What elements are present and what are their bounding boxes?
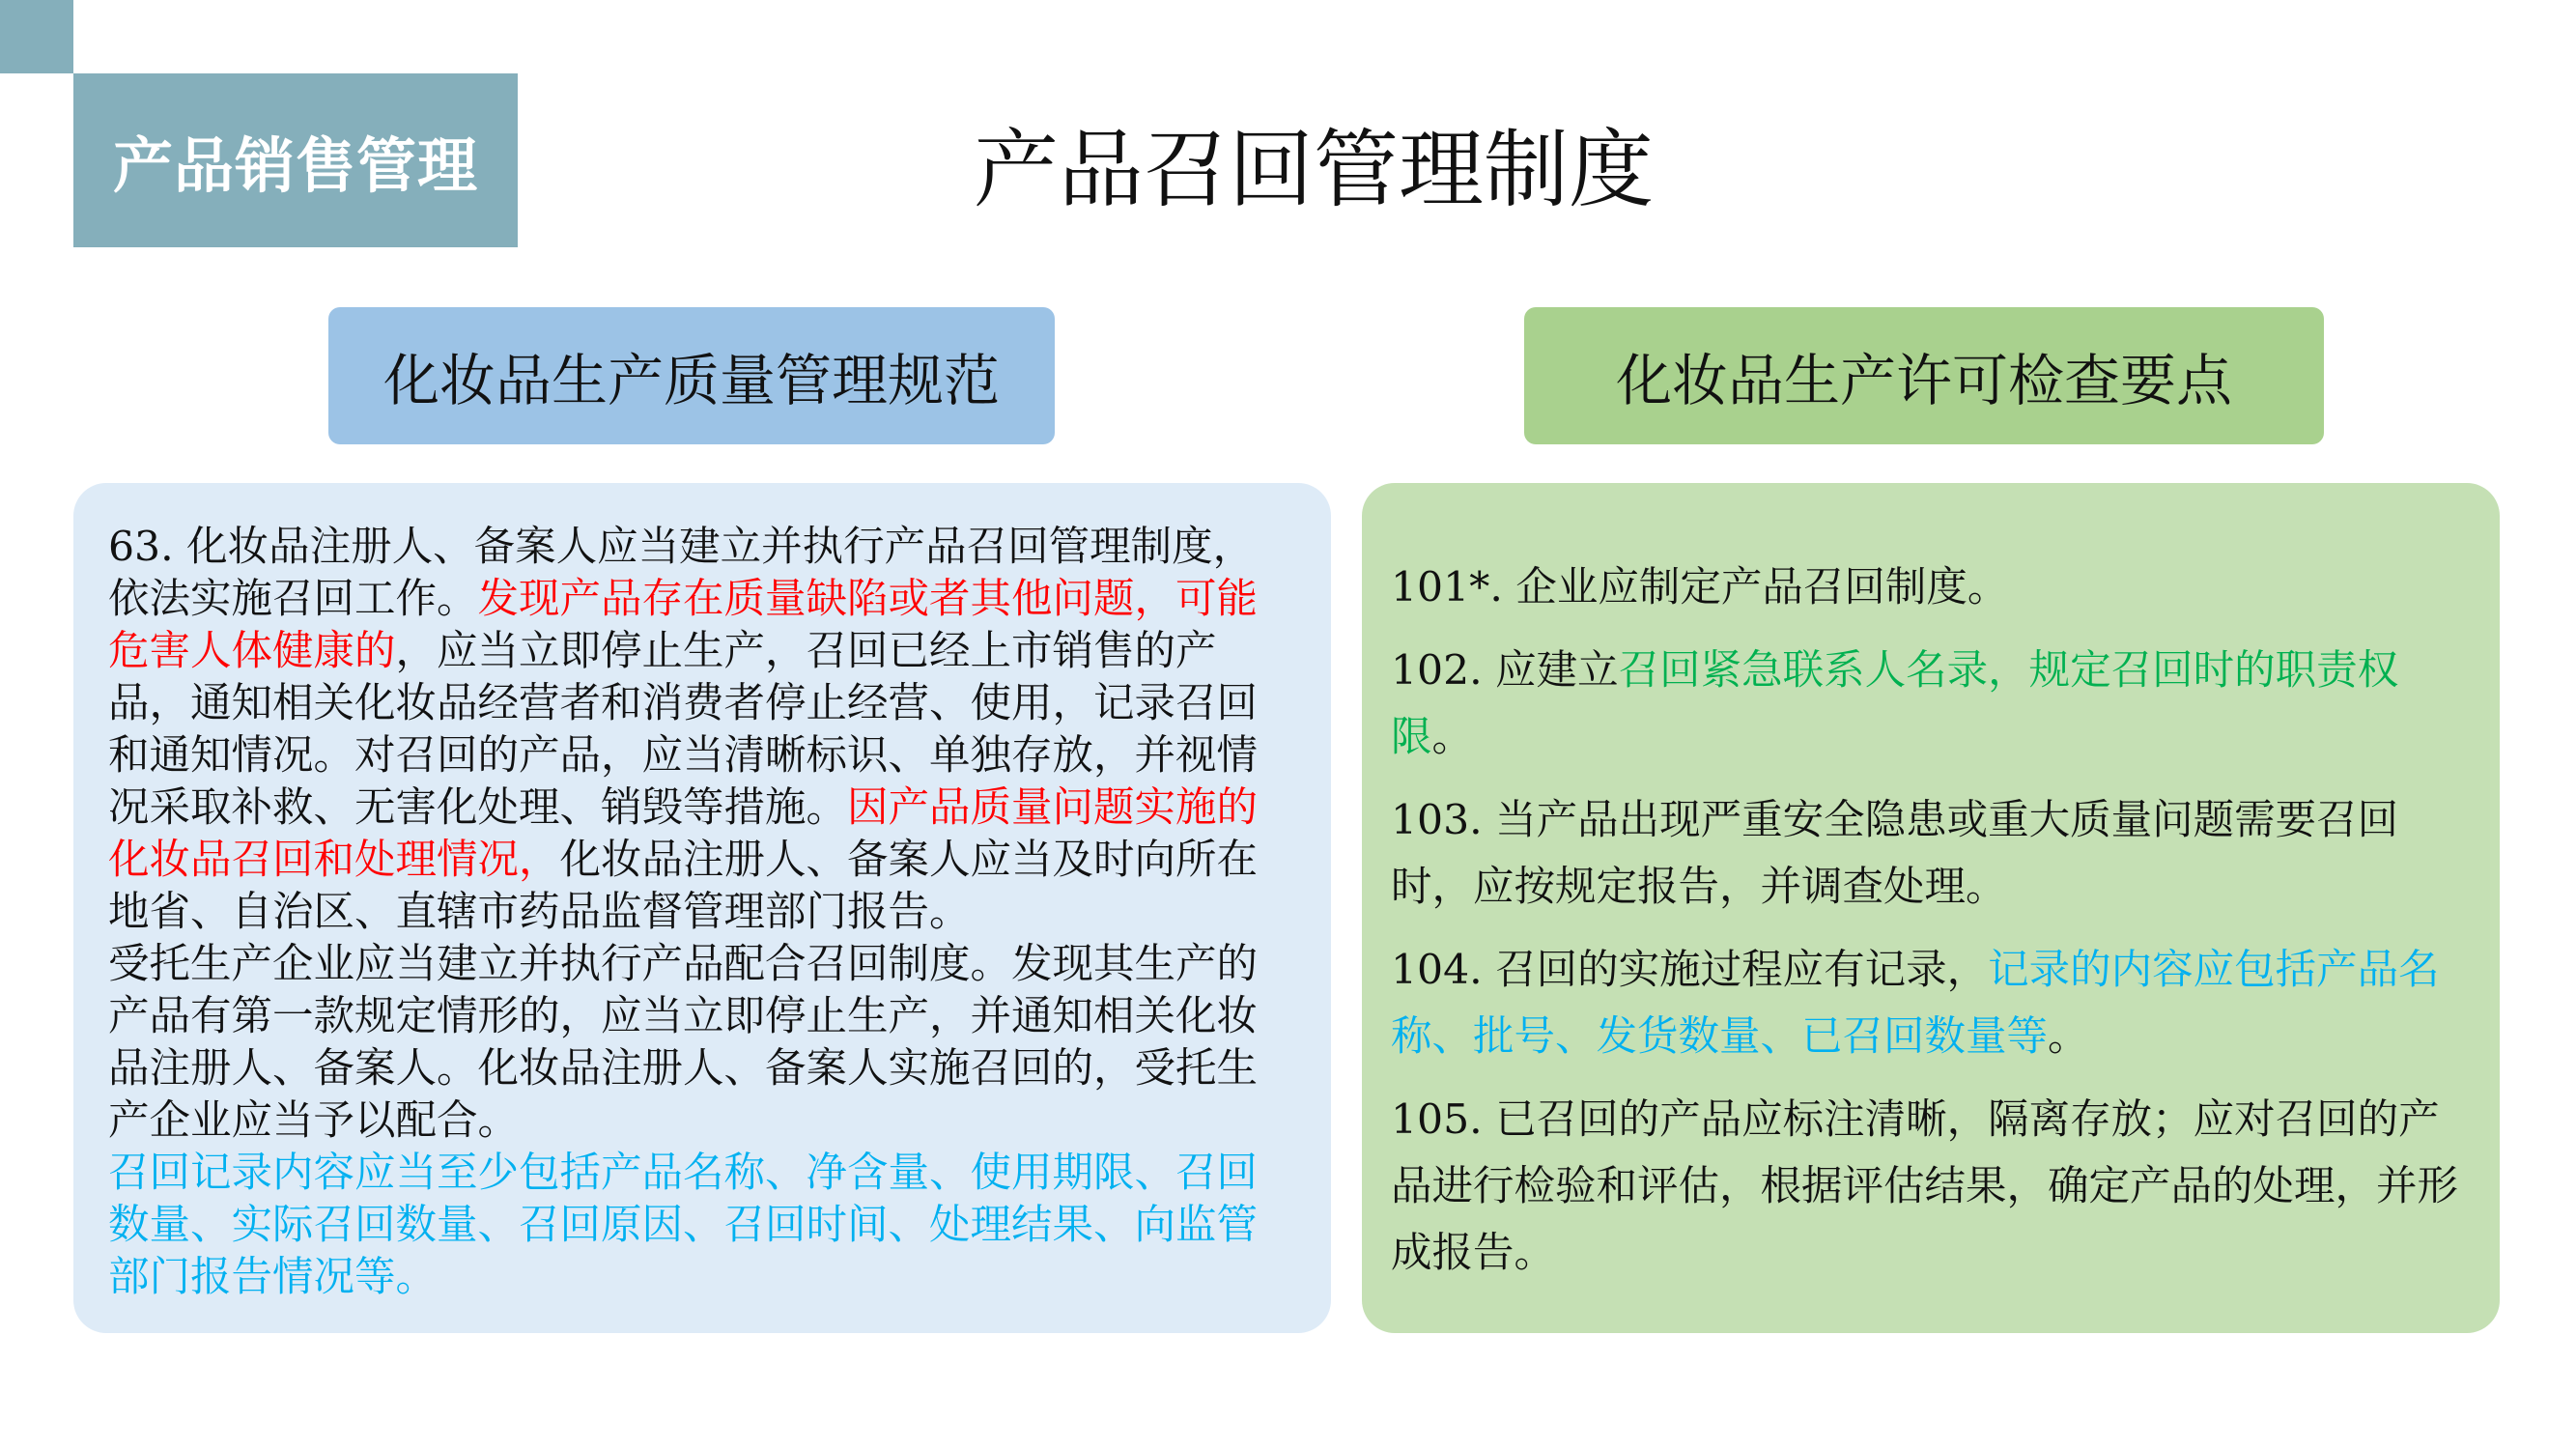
text-segment: 101*. 企业应制定产品召回制度。 xyxy=(1391,564,2009,611)
left-content-panel xyxy=(73,483,1331,1333)
highlight-red-text: 因产品质量问题实施的化妆品召回和处理情况， xyxy=(108,784,1259,884)
text-segment: 104. 召回的实施过程应有记录， xyxy=(1391,947,1989,994)
text-segment: 103. 当产品出现严重安全隐患或重大质量问题需要召回时，应按规定报告，并调查处理。 xyxy=(1391,797,2399,911)
checkpoint-item-101 xyxy=(1391,554,2461,621)
left-paragraph-1 xyxy=(108,522,1279,939)
left-column-header: 化妆品生产质量管理规范 xyxy=(328,307,1055,444)
checkpoint-item-105 xyxy=(1391,1087,2461,1287)
left-paragraph-2: 受托生产企业应当建立并执行产品配合召回制度。发现其生产的产品有第一款规定情形的，应当立即停止生产，并通知相关化妆品注册人、备案人。化妆品注册人、备案人实施召回的，受托生产企业应当予以配合。 xyxy=(108,941,1259,1145)
text-segment: 102. 应建立 xyxy=(1391,647,1619,695)
page-title: 产品召回管理制度 xyxy=(973,120,1654,219)
right-column-header: 化妆品生产许可检查要点 xyxy=(1524,307,2324,444)
text-segment: 63. 化妆品注册人、备案人应当建立并执行产品召回管理制度，依法实施召回工作。 xyxy=(108,524,1255,623)
text-segment: 。 xyxy=(1431,714,1474,761)
text-segment: 化妆品注册人、备案人应当及时向所在地省、自治区、直辖市药品监督管理部门报告。 xyxy=(108,837,1259,936)
checkpoint-item-102 xyxy=(1391,638,2461,771)
highlight-green-text: 召回紧急联系人名录，规定召回时的职责权限 xyxy=(1391,647,2399,761)
checkpoint-item-104 xyxy=(1391,937,2461,1070)
highlight-red-text: 发现产品存在质量缺陷或者其他问题，可能危害人体健康的 xyxy=(108,576,1259,675)
section-tag: 产品销售管理 xyxy=(73,73,518,247)
left-panel-text xyxy=(108,522,1279,1304)
highlight-blue-text: 记录的内容应包括产品名称、批号、发货数量、已召回数量等 xyxy=(1391,947,2440,1061)
text-segment: 105. 已召回的产品应标注清晰，隔离存放；应对召回的产品进行检验和评估，根据评估结果，确定产品的处理，并形成报告。 xyxy=(1391,1096,2459,1277)
left-paragraph-3-highlight: 召回记录内容应当至少包括产品名称、净含量、使用期限、召回数量、实际召回数量、召回原因、召回时间、处理结果、向监管部门报告情况等。 xyxy=(108,1150,1259,1301)
corner-accent-square xyxy=(0,0,73,73)
right-content-panel xyxy=(1362,483,2500,1333)
text-segment: ，应当立即停止生产，召回已经上市销售的产品，通知相关化妆品经营者和消费者停止经营、使用，记录召回和通知情况。对召回的产品，应当清晰标识、单独存放，并视情况采取补救、无害化处理、销毁等措施。 xyxy=(108,628,1259,832)
checkpoint-item-103 xyxy=(1391,787,2461,921)
right-panel-text xyxy=(1391,554,2461,1287)
text-segment: 。 xyxy=(2048,1013,2089,1061)
